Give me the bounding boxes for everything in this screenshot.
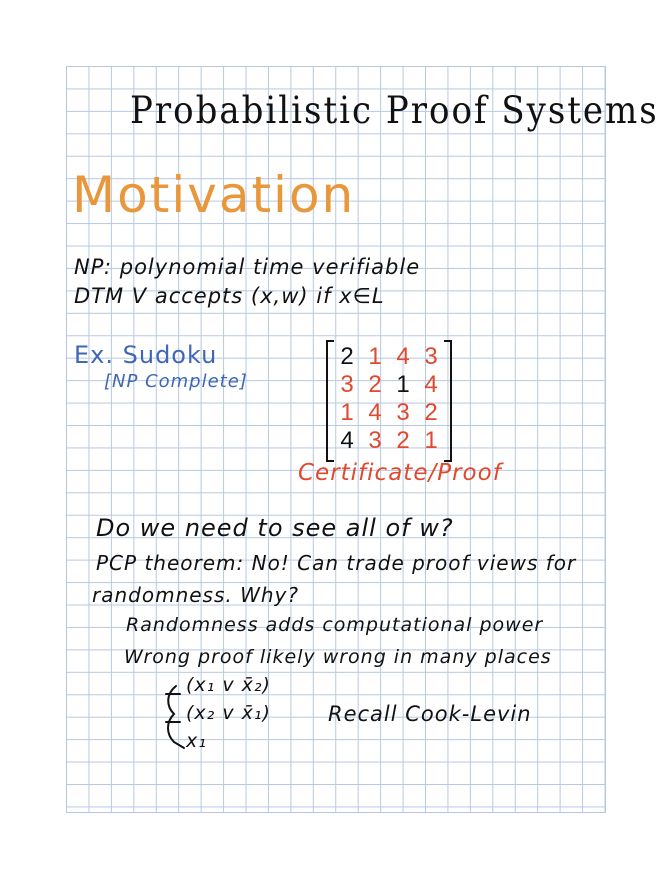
matrix-cell: 1 bbox=[396, 371, 410, 398]
matrix-cell: 3 bbox=[340, 371, 354, 398]
recall-cook-levin: Recall Cook-Levin bbox=[328, 702, 532, 726]
matrix-left-bracket bbox=[326, 340, 334, 462]
matrix-cell: 3 bbox=[424, 343, 438, 370]
matrix-cell: 4 bbox=[396, 343, 410, 370]
example-label: Ex. Sudoku bbox=[74, 341, 218, 369]
matrix-cell: 4 bbox=[424, 371, 438, 398]
np-definition-line: NP: polynomial time verifiable bbox=[74, 255, 421, 279]
matrix-cell: 1 bbox=[424, 427, 438, 454]
clause-1: (x₁ v x̄₂) bbox=[186, 674, 271, 696]
clause-3: x₁ bbox=[186, 730, 207, 752]
question-line: Do we need to see all of w? bbox=[96, 514, 454, 542]
matrix-cell: 1 bbox=[340, 399, 354, 426]
matrix-cell: 3 bbox=[396, 399, 410, 426]
randomness-line: randomness. Why? bbox=[92, 583, 300, 607]
matrix-cell: 1 bbox=[368, 343, 382, 370]
clause-arrow-bracket bbox=[160, 684, 188, 754]
matrix-right-bracket bbox=[444, 340, 452, 462]
section-heading-motivation: Motivation bbox=[72, 166, 356, 224]
pcp-theorem-line: PCP theorem: No! Can trade proof views for bbox=[96, 551, 577, 575]
certificate-proof-caption: Certificate/Proof bbox=[298, 460, 502, 486]
matrix-cell: 4 bbox=[368, 399, 382, 426]
reason-randomness-power: Randomness adds computational power bbox=[126, 614, 544, 636]
reason-wrong-proof: Wrong proof likely wrong in many places bbox=[124, 646, 552, 668]
matrix-cell: 2 bbox=[368, 371, 382, 398]
clause-2: (x₂ v x̄₁) bbox=[186, 702, 271, 724]
matrix-cell: 2 bbox=[340, 343, 354, 370]
matrix-cell: 2 bbox=[424, 399, 438, 426]
matrix-cell: 2 bbox=[396, 427, 410, 454]
matrix-cell: 3 bbox=[368, 427, 382, 454]
dtm-definition-line: DTM V accepts (x,w) if x∈L bbox=[74, 284, 385, 308]
np-complete-note: [NP Complete] bbox=[104, 371, 248, 392]
sudoku-matrix bbox=[326, 340, 452, 458]
page-title: Probabilistic Proof Systems bbox=[130, 88, 659, 133]
matrix-cell: 4 bbox=[340, 427, 354, 454]
